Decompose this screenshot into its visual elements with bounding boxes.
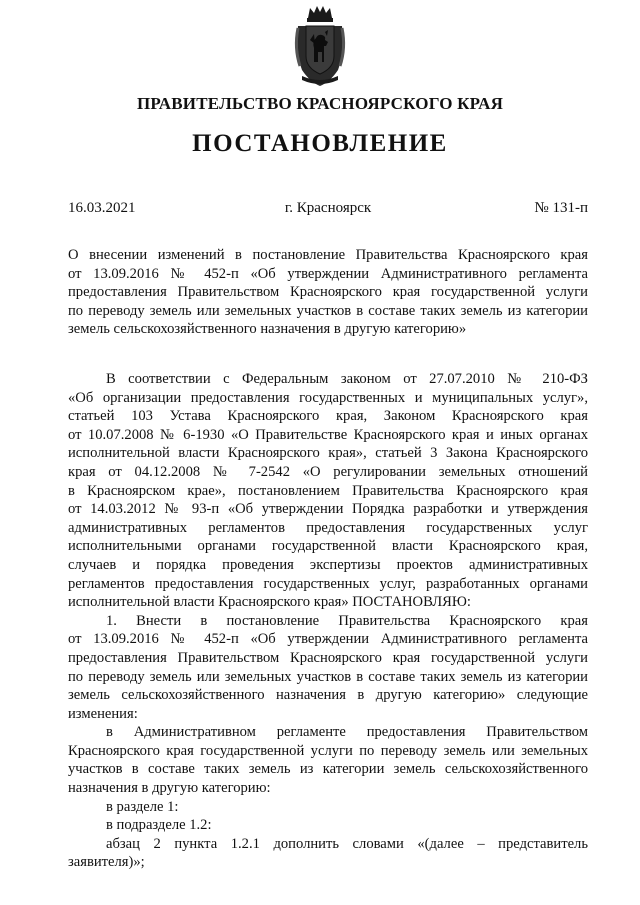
body-line: абзац 2 пункта 1.2.1 дополнить словами «(далее – представитель <box>106 835 588 852</box>
body-line: заявителя)»; <box>68 854 145 871</box>
body-line: в Административном регламенте предоставления Правительством <box>106 724 588 741</box>
body-line: назначения в другую категорию: <box>68 780 271 797</box>
subject-line: по переводу земель или земельных участков в составе таких земель из категории <box>68 302 588 319</box>
body-line: В соответствии с Федеральным законом от 27.07.2010 № 210-ФЗ <box>106 371 588 387</box>
document-subject <box>68 246 588 339</box>
body-line: регламентов предоставления государственных услуг, разработанных органами <box>68 575 588 592</box>
body-line: исполнительными органами государственной власти Красноярского края, <box>68 538 588 555</box>
body-line: административных регламентов предоставления государственных услуг <box>68 519 588 536</box>
body-line: предоставления Правительством Красноярского края государственной услуги <box>68 649 588 666</box>
body-line: случаев и порядка проведения экспертизы проектов административных <box>68 556 588 573</box>
subject-line: предоставления Правительством Красноярского края государственной услуги <box>68 284 588 300</box>
subject-line: земель сельскохозяйственного назначения в другую категорию» <box>68 321 467 337</box>
body-line: от 14.03.2012 № 93-п «Об утверждении Порядка разработки и утверждения <box>68 501 588 518</box>
body-line: от 10.07.2008 № 6-1930 «О Правительстве Красноярского края и иных органах <box>68 426 588 443</box>
document-number: № 131-п <box>534 200 588 216</box>
coat-of-arms-emblem <box>292 4 348 88</box>
body-line: изменения: <box>68 705 138 722</box>
body-line: исполнительной власти Красноярского края» ПОСТАНОВЛЯЮ: <box>68 594 471 611</box>
government-name: ПРАВИТЕЛЬСТВО КРАСНОЯРСКОГО КРАЯ <box>136 94 504 113</box>
body-line: края от 04.12.2008 № 7-2542 «О регулировании земельных отношений <box>68 463 588 480</box>
body-line: статьей 103 Устава Красноярского края, Законом Красноярского края <box>68 408 588 425</box>
document-city: г. Красноярск <box>284 200 372 216</box>
body-line: в разделе 1: <box>106 798 179 815</box>
body-line: Красноярского края государственной услуги по переводу земель или земельных <box>68 742 588 759</box>
subject-line: О внесении изменений в постановление Правительства Красноярского края <box>68 247 588 263</box>
subject-line: от 13.09.2016 № 452-п «Об утверждении Административного регламента <box>68 265 588 282</box>
body-line: участков в составе таких земель из категории земель сельскохозяйственного <box>68 761 588 778</box>
body-line: в Красноярском крае», постановлением Правительства Красноярского края <box>68 482 588 499</box>
document-type-title: ПОСТАНОВЛЕНИЕ <box>192 130 448 157</box>
document-body <box>68 370 588 872</box>
body-line: земель сельскохозяйственного назначения в другую категорию» следующие <box>68 687 588 704</box>
body-line: 1. Внести в постановление Правительства Красноярского края <box>106 612 588 629</box>
body-line: в подразделе 1.2: <box>106 817 212 834</box>
document-date: 16.03.2021 <box>68 200 136 216</box>
body-line: «Об организации предоставления государственных и муниципальных услуг», <box>68 389 588 406</box>
body-line: по переводу земель или земельных участков в составе таких земель из категории <box>68 668 588 685</box>
body-line: от 13.09.2016 № 452-п «Об утверждении Административного регламента <box>68 631 588 648</box>
body-line: исполнительной власти Красноярского края», статьей 3 Закона Красноярского <box>68 445 588 462</box>
document-meta-row <box>68 200 588 220</box>
